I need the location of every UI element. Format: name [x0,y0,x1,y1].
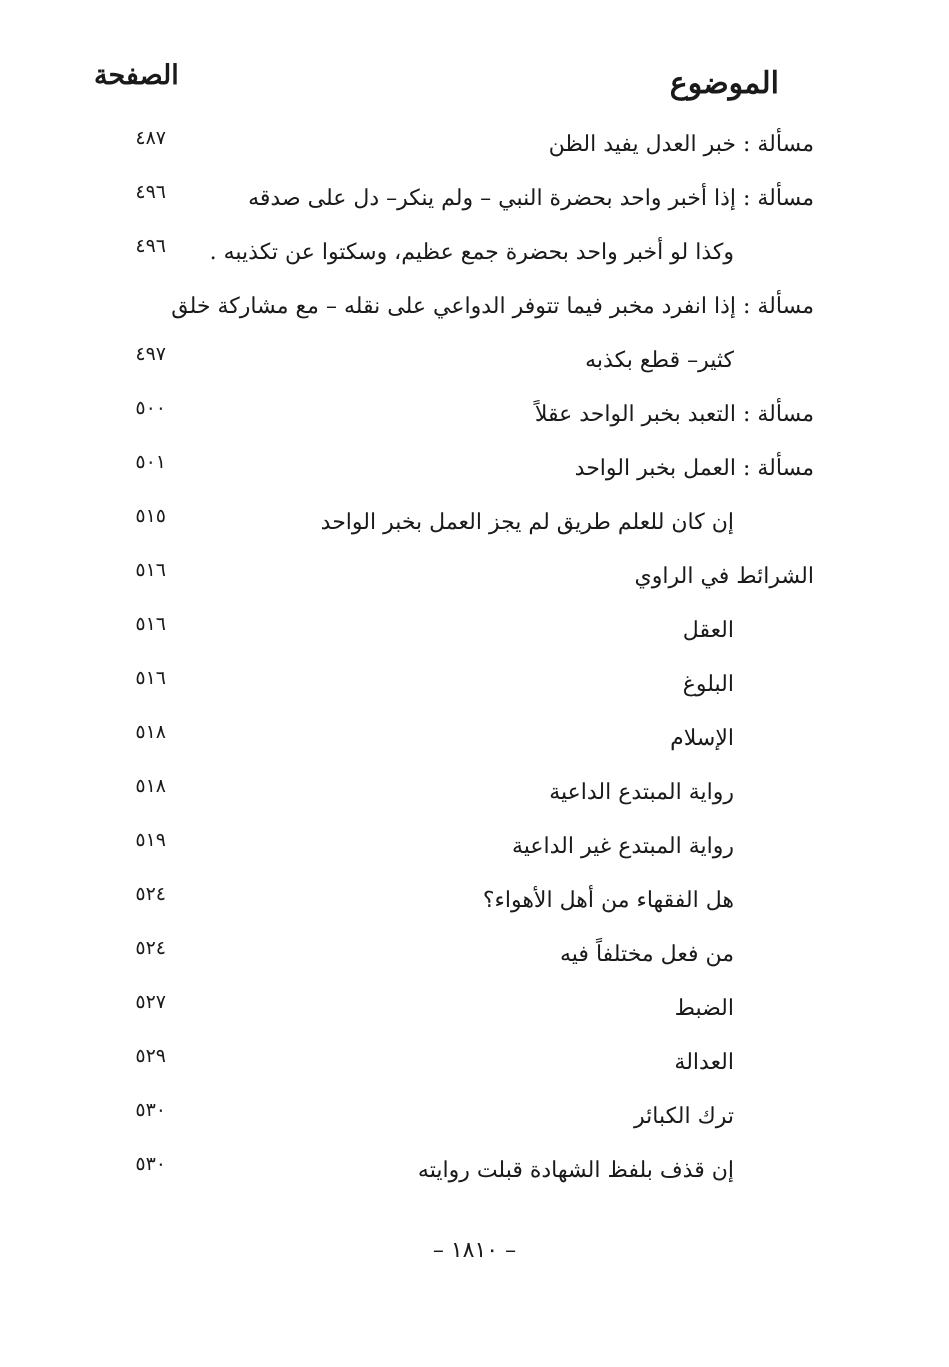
entry-topic: العقل [682,618,734,643]
entry-topic: إن قذف بلفظ الشهادة قبلت روايته [417,1158,734,1183]
toc-entry [0,118,949,172]
entry-page-number: ٥٣٠ [135,1153,166,1175]
toc-entry [0,874,949,928]
entry-topic: البلوغ [682,672,734,697]
entry-page-number: ٥٣٠ [135,1099,166,1121]
entry-topic: العدالة [674,1050,734,1075]
entry-page-number: ٥١٨ [135,775,166,797]
toc-entry [0,712,949,766]
entry-page-number: ٥١٦ [135,613,166,635]
entry-page-number: ٥١٦ [135,667,166,689]
subject-column-header: الموضوع [669,66,779,101]
page-column-header: الصفحة [94,60,179,91]
entry-page-number: ٥٠١ [135,451,166,473]
entry-page-number: ٥٢٤ [135,883,166,905]
entry-page-number: ٥٢٤ [135,937,166,959]
entry-topic: مسألة : إذا انفرد مخبر فيما تتوفر الدواعي على نقله – مع مشاركة خلق [171,294,814,319]
toc-entry [0,766,949,820]
entry-topic: رواية المبتدع غير الداعية [511,834,734,859]
entry-page-number: ٥١٥ [135,505,166,527]
toc-entry [0,1144,949,1198]
entry-topic: مسألة : العمل بخبر الواحد [574,456,814,481]
footer-page-number: – ١٨١٠ – [432,1238,517,1263]
toc-entry [0,280,949,334]
entry-topic: ترك الكبائر [634,1104,734,1129]
toc-entry [0,820,949,874]
entry-topic: كثير– قطع بكذبه [585,348,734,373]
toc-entry [0,658,949,712]
entry-topic: مسألة : التعبد بخبر الواحد عقلاً [534,402,814,427]
toc-entry [0,226,949,280]
toc-entry [0,550,949,604]
entry-page-number: ٤٩٧ [135,343,166,365]
entry-page-number: ٤٩٦ [135,235,166,257]
toc-entry [0,1036,949,1090]
entry-topic: من فعل مختلفاً فيه [560,942,734,967]
entry-topic: الإسلام [670,726,734,751]
entry-page-number: ٥٢٧ [135,991,166,1013]
entry-topic: مسألة : خبر العدل يفيد الظن [548,132,814,157]
entry-topic: إن كان للعلم طريق لم يجز العمل بخبر الواحد [320,510,734,535]
toc-entry [0,1090,949,1144]
entry-page-number: ٥١٩ [135,829,166,851]
toc-entry [0,928,949,982]
entry-page-number: ٥١٦ [135,559,166,581]
entry-page-number: ٥٠٠ [135,397,166,419]
entry-topic: مسألة : إذا أخبر واحد بحضرة النبي – ولم ينكر– دل على صدقه [248,186,814,211]
toc-entry [0,388,949,442]
toc-entry [0,172,949,226]
toc-entry [0,334,949,388]
entry-page-number: ٥٢٩ [135,1045,166,1067]
entry-page-number: ٥١٨ [135,721,166,743]
toc-entry [0,604,949,658]
entry-topic: الضبط [674,996,734,1021]
entry-topic: وكذا لو أخبر واحد بحضرة جمع عظيم، وسكتوا عن تكذيبه . [209,240,734,265]
entry-page-number: ٤٨٧ [135,127,166,149]
entry-topic: الشرائط في الراوي [634,564,814,589]
entry-page-number: ٤٩٦ [135,181,166,203]
toc-entry [0,442,949,496]
entry-topic: رواية المبتدع الداعية [549,780,734,805]
toc-entry [0,496,949,550]
toc-entry [0,982,949,1036]
entry-topic: هل الفقهاء من أهل الأهواء؟ [482,888,734,913]
